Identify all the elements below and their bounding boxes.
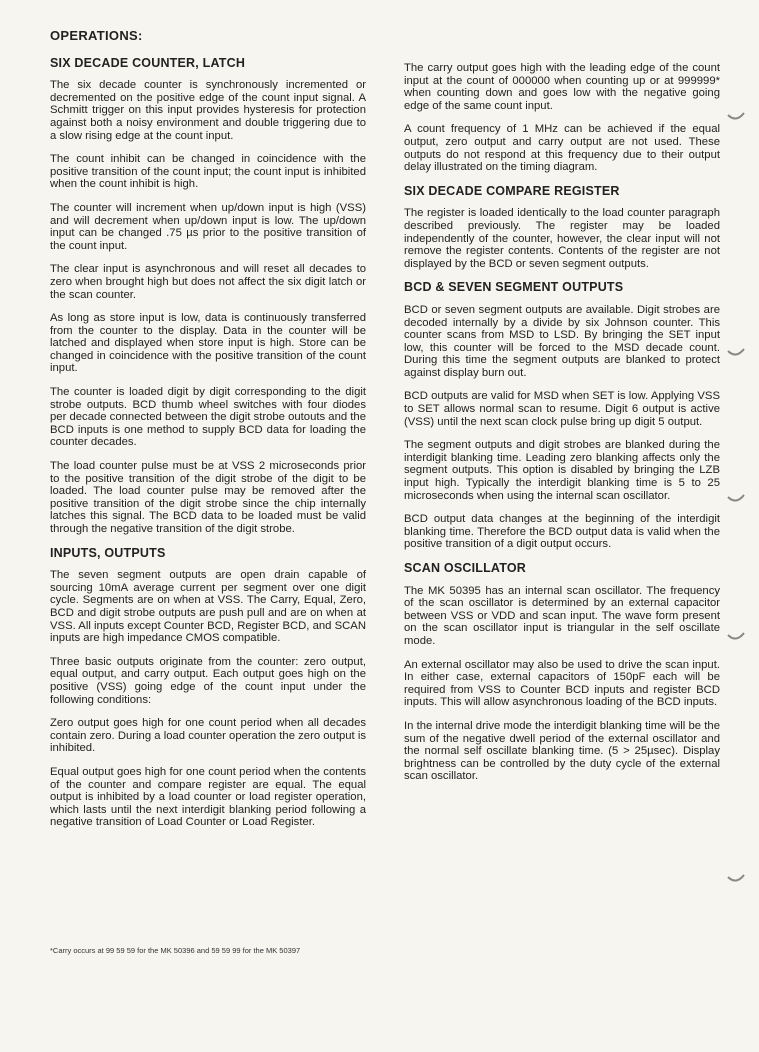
paragraph: The segment outputs and digit strobes are blanked during the interdigit blanking time. Leading zero blanking affects only the segment outputs. This option is disabled by bringing the LZB input high. Typically the interdigit blanking time is 5 to 25 microseconds when using the internal scan oscillator. [404, 439, 720, 502]
heading-six-decade-counter: SIX DECADE COUNTER, LATCH [50, 55, 246, 70]
paragraph: The counter will increment when up/down input is high (VSS) and will decrement when up/down input is low. The up/down input can be changed .75 µs prior to the positive transition of the count input. [50, 201, 366, 252]
paragraph: Equal output goes high for one count period when the contents of the counter and compare register are equal. The equal output is inhibited by a load counter or load register operation, which lasts until the next interdigit blanking period following a negative transition of Load Counter or Load Register. [50, 765, 366, 829]
paragraph: A count frequency of 1 MHz can be achieved if the equal output, zero output and carry output are not used. These outputs do not respond at this frequency due to their output delay illustrated on the timing diagram. [404, 123, 720, 174]
paragraph: The six decade counter is synchronously incremented or decremented on the positive edge of the count input signal. A Schmitt trigger on this input provides hysteresis for protection against both a noisy environment and double triggering due to a slow rising edge at the count input. [50, 79, 366, 142]
paragraph: The count inhibit can be changed in coincidence with the positive transition of the count input; the count input is inhibited when the count inhibit is high. [50, 153, 366, 191]
paragraph: BCD outputs are valid for MSD when SET is low. Applying VSS to SET allows normal scan to resume. Digit 6 output is active (VSS) until the next scan clock pulse bring up digit 5 output. [404, 390, 720, 428]
heading-bcd-seven-segment: BCD & SEVEN SEGMENT OUTPUTS [404, 280, 624, 295]
paragraph: The MK 50395 has an internal scan oscillator. The frequency of the scan oscillator is determined by an external capacitor between VSS or VDD and scan input. The wave form present on the scan oscillator input is triangular in the self oscillate mode. [404, 584, 720, 647]
paragraph: The seven segment outputs are open drain capable of sourcing 10mA average current per segment over one digit cycle. Segments are on when at VSS. The Carry, Equal, Zero, BCD and digit strobe outputs are push pull and are on when at VSS. All inputs except Counter BCD, Register BCD, and SCAN inputs are high impedance CMOS compatible. [50, 569, 366, 645]
paragraph: The carry output goes high with the leading edge of the count input at the count of 000000 when counting up or at 999999* when counting down and goes low with the negative going edge of the same count input. [404, 62, 720, 112]
paragraph: BCD output data changes at the beginning of the interdigit blanking time. Therefore the BCD output data is valid when the positive transition of a digit output occurs. [404, 513, 720, 551]
scan-mark-icon [727, 872, 745, 884]
heading-scan-oscillator: SCAN OSCILLATOR [404, 561, 526, 575]
paragraph: The clear input is asynchronous and will reset all decades to zero when brought high but does not affect the six digit latch or the scan counter. [50, 263, 366, 301]
paragraph: The counter is loaded digit by digit corresponding to the digit strobe outputs. BCD thumb wheel switches with four diodes per decade connected between the digit strobe outouts and the BCD inputs is one method to supply BCD data for loading the counter decades. [50, 386, 366, 449]
scan-mark-icon [727, 110, 745, 122]
paragraph: As long as store input is low, data is continuously transferred from the counter to the display. Data in the counter will be latched and displayed when store input is high. Store can be changed in coincidence with the positive transition of the count input. [50, 312, 366, 375]
scan-mark-icon [727, 346, 745, 358]
paragraph: The register is loaded identically to the load counter paragraph described previously. The register may be loaded independently of the counter, however, the clear input will not remove the register contents. Contents of the register are not displayed by the BCD or seven segment outputs. [404, 207, 720, 270]
left-column [50, 30, 366, 840]
right-column [404, 62, 720, 794]
heading-inputs-outputs: INPUTS, OUTPUTS [50, 545, 166, 560]
paragraph: An external oscillator may also be used to drive the scan input. In either case, external capacitors of 150pF each will be required from VSS to Counter BCD inputs and register BCD inputs. This will allow asynchronous loading of the BCD inputs. [404, 658, 720, 709]
paragraph: Zero output goes high for one count period when all decades contain zero. During a load counter operation the zero output is inhibited. [50, 717, 366, 755]
heading-compare-register: SIX DECADE COMPARE REGISTER [404, 183, 620, 198]
scan-mark-icon [727, 630, 745, 642]
page-title: OPERATIONS: [50, 28, 143, 43]
scan-mark-icon [727, 492, 745, 504]
paragraph: BCD or seven segment outputs are available. Digit strobes are decoded internally by a divide by six Johnson counter. This counter scans from MSD to LSD. By bringing the SET input low, this counter will be forced to the MSD decade count. During this time the segment outputs are blanked to protect against display burn out. [404, 303, 720, 379]
paragraph: Three basic outputs originate from the counter: zero output, equal output, and carry output. Each output goes high on the positive (VSS) going edge of the count input under the following conditions: [50, 655, 366, 706]
paragraph: The load counter pulse must be at VSS 2 microseconds prior to the positive transition of the digit strobe of the digit to be loaded. The load counter pulse may be removed after the positive transition of the digit strobe since the chip internally latches this signal. The BCD data to be loaded must be valid through the negative transition of the digit strobe. [50, 460, 366, 535]
paragraph: In the internal drive mode the interdigit blanking time will be the sum of the negative dwell period of the external oscillator and the normal self oscillate blanking time. (5 > 25µsec). Display brightness can be controlled by the duty cycle of the external scan oscillator. [404, 719, 720, 783]
footnote: *Carry occurs at 99 59 59 for the MK 50396 and 59 59 99 for the MK 50397 [50, 946, 301, 955]
